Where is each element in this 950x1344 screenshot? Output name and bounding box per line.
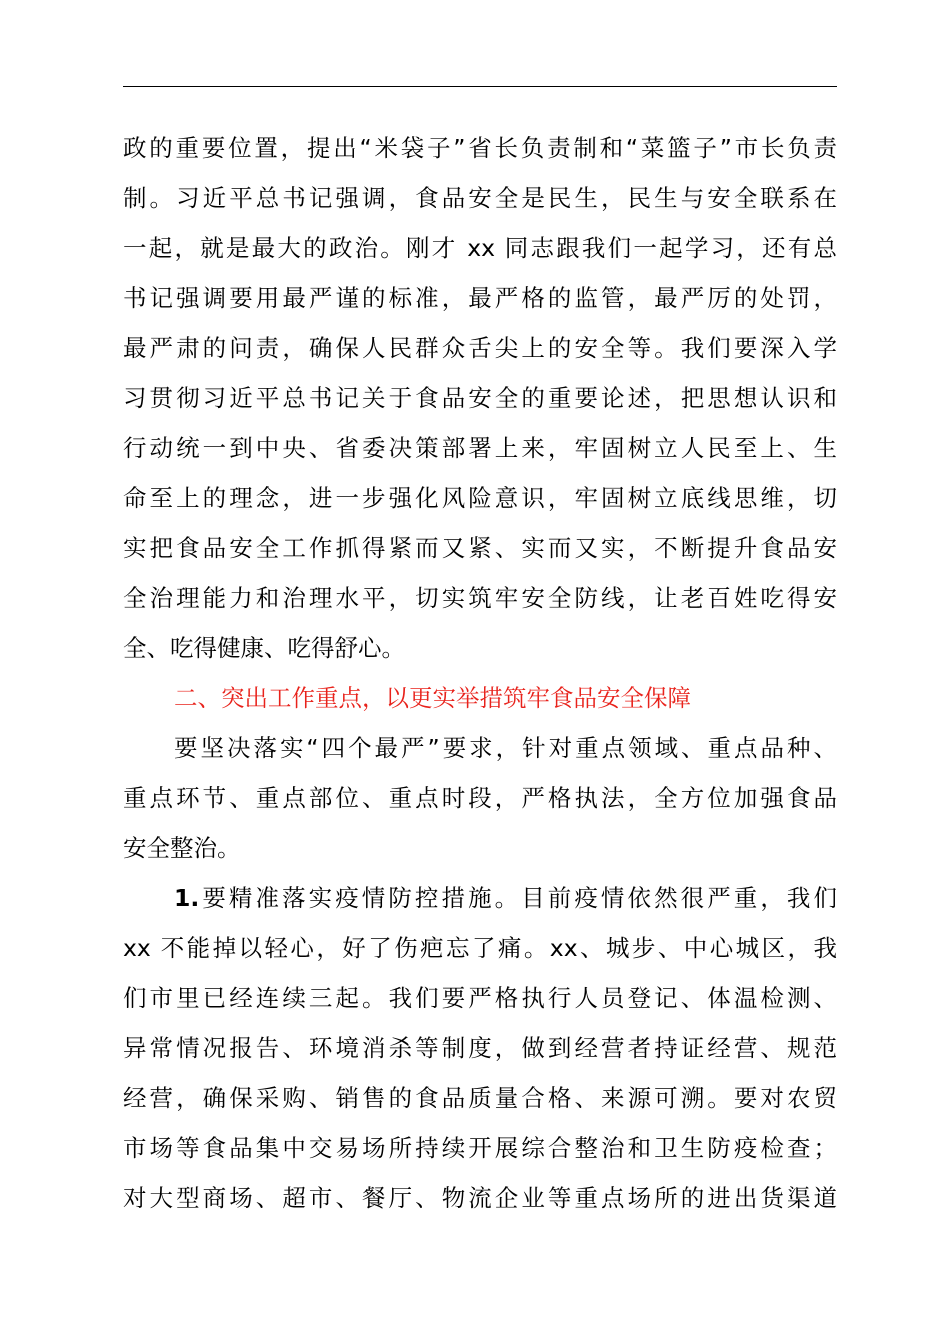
paragraph-line: 市场等食品集中交易场所持续开展综合整治和卫生防疫检查；	[123, 1134, 837, 1162]
paragraph-line: 全治理能力和治理水平，切实筑牢安全防线，让老百姓吃得安	[123, 584, 837, 612]
paragraph-line: 习贯彻习近平总书记关于食品安全的重要论述，把思想认识和	[123, 384, 837, 412]
list-item-text: 要精准落实疫情防控措施。目前疫情依然很严重，我们	[199, 884, 837, 912]
paragraph-line: 经营，确保采购、销售的食品质量合格、来源可溯。要对农贸	[123, 1084, 837, 1112]
section-heading: 二、突出工作重点，以更实举措筑牢食品安全保障	[174, 684, 691, 712]
paragraph-line: 书记强调要用最严谨的标准，最严格的监管，最严厉的处罚，	[123, 284, 837, 312]
paragraph-line: 要坚决落实“四个最严”要求，针对重点领域、重点品种、	[174, 734, 837, 762]
list-item-number: 1.	[174, 884, 200, 912]
paragraph-line: 政的重要位置，提出“米袋子”省长负责制和“菜篮子”市长负责	[123, 134, 837, 162]
paragraph-line: 一起，就是最大的政治。刚才 xx 同志跟我们一起学习，还有总	[123, 234, 837, 262]
paragraph-line: 命至上的理念，进一步强化风险意识，牢固树立底线思维，切	[123, 484, 837, 512]
paragraph-line: 重点环节、重点部位、重点时段，严格执法，全方位加强食品	[123, 784, 837, 812]
paragraph-line: 全、吃得健康、吃得舒心。	[123, 634, 405, 662]
paragraph-line: xx 不能掉以轻心，好了伤疤忘了痛。xx、城步、中心城区，我	[123, 934, 837, 962]
header-rule	[123, 86, 837, 87]
paragraph-line: 安全整治。	[123, 834, 241, 862]
paragraph-line: 们市里已经连续三起。我们要严格执行人员登记、体温检测、	[123, 984, 837, 1012]
paragraph-line: 对大型商场、超市、餐厅、物流企业等重点场所的进出货渠道	[123, 1184, 837, 1212]
paragraph-line: 制。习近平总书记强调，食品安全是民生，民生与安全联系在	[123, 184, 837, 212]
paragraph-line: 行动统一到中央、省委决策部署上来，牢固树立人民至上、生	[123, 434, 837, 462]
paragraph-line: 异常情况报告、环境消杀等制度，做到经营者持证经营、规范	[123, 1034, 837, 1062]
body-text	[123, 123, 837, 1223]
list-item-first-line	[123, 873, 837, 923]
paragraph-line: 最严肃的问责，确保人民群众舌尖上的安全等。我们要深入学	[123, 334, 837, 362]
paragraph-line: 实把食品安全工作抓得紧而又紧、实而又实，不断提升食品安	[123, 534, 837, 562]
